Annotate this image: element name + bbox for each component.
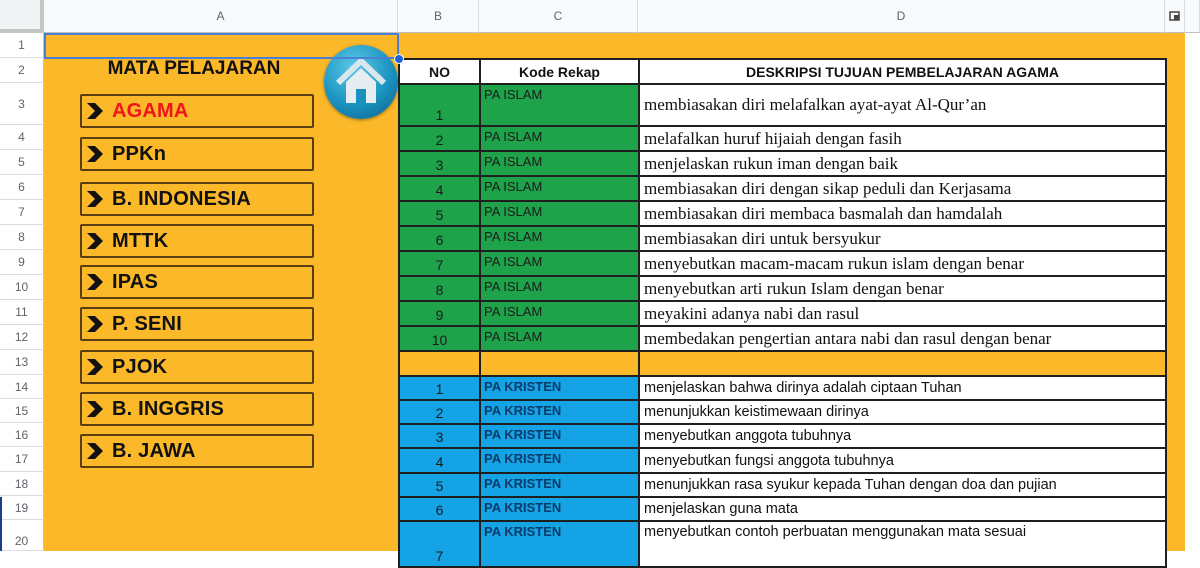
cell-desc[interactable]: membiasakan diri untuk bersyukur [639,226,1166,251]
table-header-row [399,59,1166,84]
chevron-right-icon [84,440,106,462]
table-row [399,301,1166,326]
row-header-20[interactable]: 20 [0,520,44,551]
table-row [399,424,1166,448]
cell-no[interactable]: 4 [399,448,480,473]
header-no[interactable]: NO [399,59,480,84]
row-header-5[interactable]: 5 [0,150,44,175]
cell-no[interactable]: 3 [399,151,480,176]
cell-desc[interactable]: menyebutkan anggota tubuhnya [639,424,1166,448]
row-header-10[interactable]: 10 [0,275,44,300]
table-row [399,126,1166,151]
row-header-3[interactable]: 3 [0,83,44,125]
table-row [399,201,1166,226]
cell-desc[interactable]: menyebutkan contoh perbuatan menggunakan mata sesuai [639,521,1166,567]
cell-no[interactable]: 2 [399,126,480,151]
row-header-13[interactable]: 13 [0,350,44,375]
row-header-1[interactable]: 1 [0,33,44,58]
subject-button-ipas[interactable]: IPAS [80,265,314,299]
cell-kode[interactable]: PA ISLAM [480,84,639,126]
table-row [399,448,1166,473]
table-row [399,497,1166,521]
table-row [399,521,1166,567]
selected-cell-a1[interactable] [44,33,399,59]
cell-kode[interactable]: PA ISLAM [480,326,639,351]
cell-kode[interactable]: PA ISLAM [480,126,639,151]
row-header-17[interactable]: 17 [0,447,44,472]
table-row [399,176,1166,201]
cell-no[interactable]: 5 [399,201,480,226]
cell-kode[interactable]: PA KRISTEN [480,400,639,424]
subject-button-b-jawa[interactable]: B. JAWA [80,434,314,468]
subject-button-b-inggris[interactable]: B. INGGRIS [80,392,314,426]
chevron-right-icon [84,100,106,122]
cell-no[interactable]: 2 [399,400,480,424]
subject-button-mttk[interactable]: MTTK [80,224,314,258]
cell-kode[interactable]: PA ISLAM [480,251,639,276]
column-header-b[interactable]: B [398,0,479,33]
cell-no[interactable]: 6 [399,497,480,521]
cell-kode[interactable]: PA KRISTEN [480,376,639,400]
row-header-15[interactable]: 15 [0,399,44,423]
cell-desc[interactable]: menyebutkan arti rukun Islam dengan benar [639,276,1166,301]
cell-desc[interactable]: menjelaskan guna mata [639,497,1166,521]
column-group-icon[interactable] [1169,10,1181,22]
row-header-12[interactable]: 12 [0,325,44,350]
cell-kode[interactable]: PA ISLAM [480,151,639,176]
cell-no[interactable]: 6 [399,226,480,251]
fill-handle[interactable] [394,54,404,64]
row-header-11[interactable]: 11 [0,300,44,325]
cell-kode[interactable]: PA KRISTEN [480,521,639,567]
chevron-right-icon [84,271,106,293]
cell-kode[interactable]: PA ISLAM [480,226,639,251]
table-row [399,226,1166,251]
cell-kode[interactable]: PA KRISTEN [480,448,639,473]
cell-kode[interactable]: PA ISLAM [480,201,639,226]
cell-desc[interactable]: membiasakan diri melafalkan ayat-ayat Al-Qur’an [639,84,1166,126]
cell-kode[interactable]: PA KRISTEN [480,497,639,521]
cell-no[interactable]: 4 [399,176,480,201]
table-row [399,151,1166,176]
chevron-right-icon [84,143,106,165]
subject-button-pjok[interactable]: PJOK [80,350,314,384]
empty-cell[interactable] [639,351,1166,376]
row-selection-marker [0,497,2,551]
chevron-right-icon [84,398,106,420]
chevron-right-icon [84,313,106,335]
panel-title: MATA PELAJARAN [107,58,281,79]
header-deskripsi[interactable]: DESKRIPSI TUJUAN PEMBELAJARAN AGAMA [639,59,1166,84]
column-header-a[interactable]: A [44,0,398,33]
table-row [399,276,1166,301]
cell-desc[interactable]: meyakini adanya nabi dan rasul [639,301,1166,326]
row-header-8[interactable]: 8 [0,225,44,250]
subject-button-b-indonesia[interactable]: B. INDONESIA [80,182,314,216]
table-row [399,400,1166,424]
cell-desc[interactable]: menjelaskan bahwa dirinya adalah ciptaan Tuhan [639,376,1166,400]
column-header-f[interactable] [1185,0,1200,33]
cell-desc[interactable]: menunjukkan rasa syukur kepada Tuhan dengan doa dan pujian [639,473,1166,497]
empty-column [1185,33,1200,551]
row-header-19[interactable]: 19 [0,496,44,520]
table-row [399,376,1166,400]
cell-no[interactable]: 3 [399,424,480,448]
cell-desc[interactable]: menjelaskan rukun iman dengan baik [639,151,1166,176]
row-header-14[interactable]: 14 [0,375,44,399]
chevron-right-icon [84,188,106,210]
cell-desc[interactable]: membiasakan diri dengan sikap peduli dan Kerjasama [639,176,1166,201]
cell-no[interactable]: 10 [399,326,480,351]
cell-no[interactable]: 7 [399,251,480,276]
cell-no[interactable]: 9 [399,301,480,326]
subject-button-agama[interactable]: AGAMA [80,94,314,128]
row-header-16[interactable]: 16 [0,423,44,447]
row-header-9[interactable]: 9 [0,250,44,275]
chevron-right-icon [84,230,106,252]
select-all-corner[interactable] [0,0,44,33]
table-row [399,326,1166,351]
cell-desc[interactable]: melafalkan huruf hijaiah dengan fasih [639,126,1166,151]
cell-kode[interactable]: PA ISLAM [480,176,639,201]
subject-button-ppkn[interactable]: PPKn [80,137,314,171]
cell-kode[interactable]: PA KRISTEN [480,424,639,448]
cell-no[interactable]: 7 [399,521,480,567]
cell-kode[interactable]: PA KRISTEN [480,473,639,497]
row-header-7[interactable]: 7 [0,200,44,225]
empty-cell[interactable] [399,351,480,376]
home-icon [334,55,388,109]
column-header-d[interactable]: D [638,0,1165,33]
spacer-row [399,351,1166,376]
column-header-e[interactable] [1165,0,1185,33]
cell-no[interactable]: 5 [399,473,480,497]
row-header-6[interactable]: 6 [0,175,44,200]
chevron-right-icon [84,356,106,378]
subject-button-p-seni[interactable]: P. SENI [80,307,314,341]
row-header-18[interactable]: 18 [0,472,44,496]
tujuan-pembelajaran-table [398,58,1167,568]
cell-no[interactable]: 8 [399,276,480,301]
cell-desc[interactable]: membedakan pengertian antara nabi dan rasul dengan benar [639,326,1166,351]
cell-kode[interactable]: PA ISLAM [480,301,639,326]
cell-no[interactable]: 1 [399,84,480,126]
cell-desc[interactable]: menunjukkan keistimewaan dirinya [639,400,1166,424]
cell-desc[interactable]: menyebutkan macam-macam rukun islam dengan benar [639,251,1166,276]
cell-desc[interactable]: menyebutkan fungsi anggota tubuhnya [639,448,1166,473]
row-header-2[interactable]: 2 [0,58,44,83]
column-header-c[interactable]: C [479,0,638,33]
table-row [399,84,1166,126]
table-row [399,473,1166,497]
header-kode-rekap[interactable]: Kode Rekap [480,59,639,84]
cell-kode[interactable]: PA ISLAM [480,276,639,301]
row-header-4[interactable]: 4 [0,125,44,150]
empty-cell[interactable] [480,351,639,376]
cell-no[interactable]: 1 [399,376,480,400]
cell-desc[interactable]: membiasakan diri membaca basmalah dan hamdalah [639,201,1166,226]
table-row [399,251,1166,276]
